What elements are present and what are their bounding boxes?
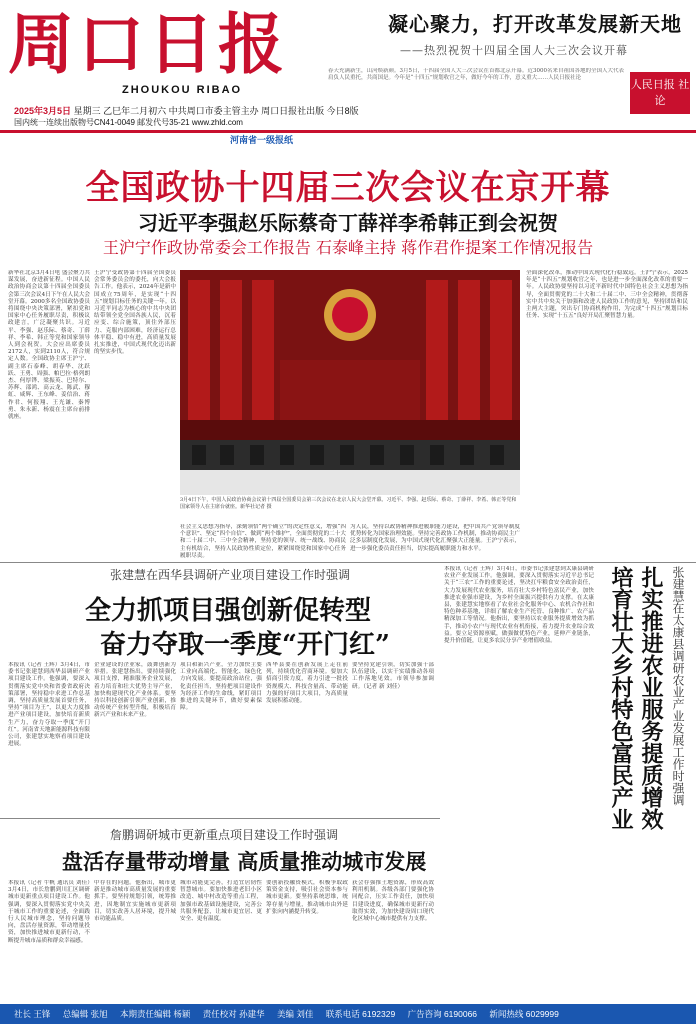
- photo-caption: 3月4日下午，中国人民政治协商会议第十四届全国委员会第三次会议在北京人民大会堂开幕。习近平、李强、赵乐际、蔡奇、丁薛祥、李希、韩正等党和国家领导人在主席台就座。新华社记者 摄: [180, 497, 517, 510]
- footer-item: 本期责任编辑 杨颖: [120, 1009, 191, 1019]
- lead-article-column-3: 全面深化改革，推动中国式现代化行稳致远。王沪宁表示，2025年是“十四五”规划收官之年，也是进一步全面深化改革的重要一年。人民政协要坚持以习近平新时代中国特色社会主义思想为指导，全面贯彻党的二十大和二十届二中、三中全会精神，贯彻落实中共中央关于加强和改进人民政协工作的意见，坚持团结和民主两大主题，突出专门协商机构作用，为完成“十四五”规划目标任务、实现“十五五”良好开局汇聚智慧力量。: [526, 270, 688, 320]
- story3-headline[interactable]: 盘活存量带动增量 高质量推动城市发展: [62, 849, 427, 874]
- lead-article-column-5: 为人民，坚持以政协精神推进履职能力建设，把中国共产党领导制度优势转化为国家治理效能。坚持完善政协工作机制，推动协商民主广泛多层制度化发展，为中国式现代化汇聚强大正能量。王沪宁表示，进一步强化委员责任担当，切实提高履职能力和水平。: [350, 524, 520, 552]
- story4-kicker: 张建慧在太康县调研农业产业发展工作时强调: [671, 566, 685, 806]
- story4-article: 本报讯（记者 王辉）3月4日，市委书记张建慧到太康县调研农业产业发展工作。他强调，要深入贯彻落实习近平总书记关于“三农”工作的重要论述，坚决扛牢粮食安全政治责任，大力发展现代农业服务，培育壮大乡村特色富民产业，加快推进农业强市建设，为乡村全面振兴提供有力支撑。在太康县，张建慧实地察看了农业社会化服务中心、农机合作社和特色种养基地，详细了解农业生产托管、良种推广、农产品精深加工等情况。他指出，要坚持以农业服务提质增效为抓手，推动小农户与现代农业有机衔接，着力提升农业综合效益。要立足资源禀赋，做强做优特色产业，延伸产业链条，提升价值链，让更多农民分享产业增值收益。: [444, 566, 594, 645]
- footer-item: 新闻热线 6029999: [489, 1009, 559, 1019]
- newspaper-logo-english: ZHOUKOU RIBAO: [122, 84, 243, 96]
- conference-photo[interactable]: [180, 270, 520, 495]
- peoples-daily-editorial-logo: 人民日报 社论: [630, 72, 690, 114]
- footer-bar: [0, 1004, 696, 1024]
- lead-article-column-2: 王沪宁受政协第十四届全国委员会常务委员会的委托，向大会报告工作。他表示，2024年是新中国成立75周年，是实现“十四五”规划目标任务的关键一年。以习近平同志为核心的中共中央团结带领全党全国各族人民，沉着应变、综合施策，顶住外部压力、克服内部困难，经济运行总体平稳、稳中有进，高质量发展扎实推进，中国式现代化迈出新的坚实步伐。: [94, 270, 176, 356]
- lead-subheadline: 习近平李强赵乐际蔡奇丁薛祥李希韩正到会祝贺: [138, 211, 558, 235]
- story2-headline[interactable]: 全力抓项目强创新促转型: [85, 596, 372, 626]
- unit-bar: [0, 132, 696, 145]
- footer-item: 社长 王锋: [14, 1009, 51, 1019]
- story2-column-4: 西华县要在创新发展上走在前列，持续优化营商环境。要加大招商引资力度，着力引进一批投资规模大、科技含量高、带动能力强的好项目大项目，为高质量发展积蓄动能。: [266, 662, 348, 705]
- footer-item: 总编辑 张旭: [62, 1009, 108, 1019]
- story2-column-5: 要坚持党建引领，切实加强干部队伍建设，以实干实绩推动各项工作落地见效。市领导参加调研。（记者 新 刘佳）: [352, 662, 434, 690]
- footer-item: 广告咨询 6190066: [407, 1009, 478, 1019]
- lead-headline[interactable]: 全国政协十四届三次会议在京开幕: [85, 168, 611, 208]
- story3-kicker: 詹鹏调研城市更新重点项目建设工作时强调: [110, 828, 339, 842]
- masthead: [0, 0, 696, 118]
- story4-headline[interactable]: 扎实推进农业服务提质增效: [638, 566, 664, 830]
- conference-hall-illustration: [180, 270, 520, 495]
- story3-column-5: 获会存强推土地资源，形成高效利用机制。各级各部门要强化协同配合，压实工作责任，加快项目建设进度，确保城市更新行动取得实效，为加快建设周口现代化区域中心城市提供有力支撑。: [352, 880, 434, 923]
- story4-headline-2[interactable]: 培育壮大乡村特色富民产业: [608, 566, 634, 830]
- lead-article-column-1: 新华社北京3月4日电 盛会聚力共谋发展，奋进新征程。中国人民政治协商会议第十四届全国委员会第三次会议4日下午在人民大会堂开幕。2000多名全国政协委员将围绕中央决策部署，紧扣党和国家中心任务履职尽责，积极议政建言，广泛凝聚共识。习近平、李强、赵乐际、蔡奇、丁薛祥、李希、韩正等党和国家领导人到会祝贺。大会应出席委员2172人，实到2110人，符合规定人数。全国政协主席王沪宁、副主席石泰峰、胡春华、沈跃跃、王勇、周强、帕巴拉·格列朗杰、何厚铧、梁振英、巴特尔、苏辉、邵鸿、高云龙、陈武、穆虹、咸辉、王东峰、姜信治、蒋作君、何报翔、王光谦、秦博勇、朱永新、杨震在主席台前排就座。: [8, 270, 90, 421]
- story3-column-2: 中存在的问题。他指出，城市更新是推动城市高质量发展的重要抓手。要坚持规划引领，统筹推进，因地制宜实施城市更新项目，切实改善人居环境，提升城市功能品质。: [94, 880, 176, 923]
- story3-column-1: 本报讯（记者 牛帆 通讯员 刘佳）3月4日，市长詹鹏到川汇区调研城市更新重点项目建设工作。他强调，要深入贯彻落实党中央关于城市工作的重要论述，全面践行人民城市理念，坚持问题导向，盘活存量资源，带动增量投资，加快推进城市更新行动，不断提升城市品质和群众幸福感。: [8, 880, 90, 944]
- lead-subheadline-2: 王沪宁作政协常委会工作报告 石泰峰主持 蒋作君作提案工作情况报告: [102, 238, 594, 257]
- top-subheadline: ——热烈祝贺十四届全国人大三次会议开幕: [400, 44, 628, 57]
- newspaper-grade: 河南省一级报纸: [230, 135, 294, 145]
- story3-column-4: 要创新投融资模式，积极争取政策资金支持，吸引社会资本参与城市更新。要坚持系统思维，统筹存量与增量，推动城市由外延扩张向内涵提升转变。: [266, 880, 348, 915]
- story2-headline-2[interactable]: 奋力夺取一季度“开门红”: [100, 630, 390, 660]
- story2-column-3: 项目和新兴产业，全力加快主要工业向高端化、智能化、绿色化方向发展。要提高政治站位，强化责任担当，坚持把项目建设作为经济工作的生命线，紧盯项目推进的关键环节，做好要素保障。: [180, 662, 262, 712]
- story2-column-1: 本报讯（记者 王辉）3月4日，市委书记张建慧到西华县调研产业项目建设工作。他强调，要深入贯彻落实党中央和省委省政府决策部署，坚持稳中求进工作总基调，坚持高质量发展首要任务，坚持“项目为王”，以更大力度推进产业项目建设，加快培育新质生产力，奋力夺取一季度“开门红”。河南省天地新能源科技有限公司，张建慧实地察看项目建设进展。: [8, 662, 90, 748]
- footer-item: 联系电话 6192329: [325, 1009, 396, 1019]
- top-editorial-text: 春天充满新生，山河焕新颜。3月5日，十四届全国人大三次会议在首都北京开幕。近3000名来自祖国各地的全国人大代表肩负人民重托，共商国是。今年是“十四五”规划收官之年，做好今年的工作，意义重大……人民日报社论: [328, 68, 624, 81]
- publication-numbers: 国内统一连续出版物号CN41-0049 邮发代号35-21 www.zhld.com: [14, 118, 243, 127]
- footer-item: 美编 刘佳: [277, 1009, 314, 1019]
- story3-column-3: 城市功能更完善，打造宜居韧性智慧城市。要加快推进老旧小区改造、城中村改造等重点工程，加强市政基础设施建设，完善公共服务配套，让城市更宜居、更安全、更有温度。: [180, 880, 262, 923]
- story-divider: [0, 818, 440, 819]
- newspaper-logo: 周口日报: [8, 5, 288, 83]
- story2-column-2: 企业建设的企业家，鼓舞创新为举措。张建慧指出，要持续强化项目支撑，精准服务企业发展，着力培育和壮大优势主导产业，加快构建现代化产业体系。要坚持以科技创新引领产业创新，推动传统产业转型升级，积极培育新兴产业和未来产业。: [94, 662, 176, 719]
- issue-date: 2025年3月5日: [14, 106, 72, 116]
- story2-kicker: 张建慧在西华县调研产业项目建设工作时强调: [110, 568, 351, 582]
- section-divider: [0, 562, 696, 563]
- dateline-info: 星期三 乙巳年二月初六 中共周口市委主管主办 周口日报社出版 今日8版: [73, 106, 359, 116]
- publication-date: [14, 104, 359, 117]
- lead-article-column-4: 社会主义思想为指导，深刻领悟“两个确立”的决定性意义，增强“四个意识”、坚定“四个自信”、做到“两个维护”，全面贯彻党的二十大和二十届二中、三中全会精神，坚持党的领导、统一战线、协商民主有机结合，坚持人民政协性质定位，紧紧围绕党和国家中心任务履职尽责。: [180, 524, 346, 559]
- footer-item: 责任校对 孙建华: [202, 1009, 265, 1019]
- top-headline[interactable]: 凝心聚力，打开改革发展新天地: [388, 12, 682, 36]
